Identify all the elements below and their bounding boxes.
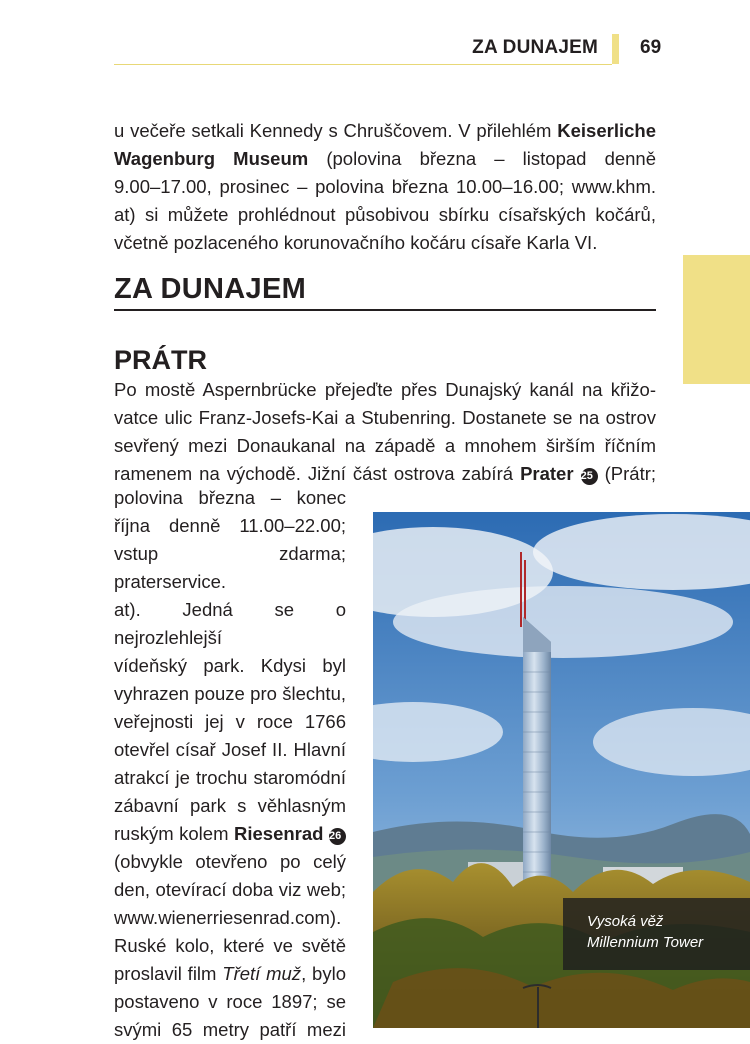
text-line: proslavil film Třetí muž, bylo bbox=[114, 963, 346, 984]
text-line: 9.00–17.00, prosinec – polovina března 10.00–16.00; www.khm. bbox=[114, 176, 656, 197]
text-line: veřejnosti jej v roce 1766 bbox=[114, 711, 346, 732]
text-line: polovina března – konec bbox=[114, 487, 346, 508]
text-line: ruským kolem Riesenrad 26 bbox=[114, 820, 346, 848]
header-rule bbox=[114, 64, 612, 65]
text-line: otevřel císař Josef II. Hlavní bbox=[114, 739, 346, 760]
running-header-title: ZA DUNAJEM bbox=[472, 37, 598, 58]
text-line: sevřený mezi Donaukanal na západě a mnohem širším říčním bbox=[114, 435, 656, 456]
text-line: den, otevírací doba viz web; bbox=[114, 879, 346, 900]
map-marker-26: 26 bbox=[329, 828, 346, 845]
header-accent-bar bbox=[612, 34, 619, 64]
caption-line-1: Vysoká věž bbox=[587, 913, 664, 930]
text-line: vídeňský park. Kdysi byl bbox=[114, 655, 346, 676]
text-line: at) si můžete prohlédnout působivou sbírku císařských kočárů, bbox=[114, 204, 656, 225]
photo-caption bbox=[563, 898, 750, 970]
text-line: Ruské kolo, které ve světě bbox=[114, 935, 346, 956]
map-marker-25: 25 bbox=[581, 468, 598, 485]
text-line: Po mostě Aspernbrücke přejeďte přes Dunajský kanál na křižo- bbox=[114, 379, 656, 400]
chapter-side-tab bbox=[683, 255, 750, 384]
caption-line-2: Millennium Tower bbox=[587, 934, 704, 951]
text-line: zábavní park s věhlasným bbox=[114, 795, 346, 816]
section-heading: ZA DUNAJEM bbox=[114, 273, 656, 311]
text-line: svými 65 metry patří mezi bbox=[114, 1019, 346, 1040]
page-number: 69 bbox=[640, 37, 662, 58]
text-line: ramenem na východě. Jižní část ostrova zabírá Prater 25 (Prátr; bbox=[114, 463, 657, 484]
paragraph-prater-intro bbox=[114, 376, 656, 488]
text-line: Wagenburg Museum (polovina března – listopad denně bbox=[114, 148, 657, 169]
subsection-heading: PRÁTR bbox=[114, 345, 207, 375]
text-line: vstup zdarma; praterservice. bbox=[114, 543, 346, 592]
text-line: atrakcí je trochu staromódní bbox=[114, 767, 346, 788]
text-line: u večeře setkali Kennedy s Chruščovem. V přilehlém Keiserliche bbox=[114, 120, 656, 141]
text-line: www.wienerriesenrad.com). bbox=[114, 907, 342, 928]
text-line: postaveno v roce 1897; se bbox=[114, 991, 346, 1012]
text-line: října denně 11.00–22.00; bbox=[114, 515, 346, 536]
paragraph-prater-details bbox=[114, 484, 346, 1044]
text-line: (obvykle otevřeno po celý bbox=[114, 851, 346, 872]
text-line: at). Jedná se o nejrozlehlejší bbox=[114, 599, 346, 648]
text-line: včetně pozlaceného korunovačního kočáru císaře Karla VI. bbox=[114, 232, 598, 253]
text-line: vyhrazen pouze pro šlechtu, bbox=[114, 683, 346, 704]
paragraph-wagenburg bbox=[114, 117, 656, 257]
text-line: vatce ulic Franz-Josefs-Kai a Stubenring. Dostanete se na ostrov bbox=[114, 407, 656, 428]
